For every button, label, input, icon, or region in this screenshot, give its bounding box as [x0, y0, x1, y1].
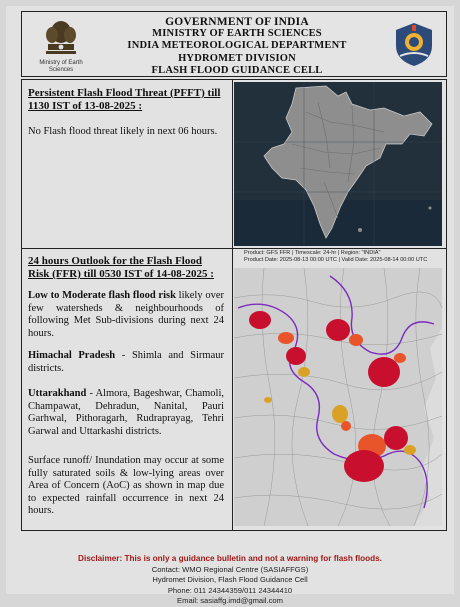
ffr-risk-map [234, 268, 442, 526]
bulletin-footer [6, 554, 454, 607]
column-divider [232, 80, 233, 530]
imd-logo-icon [392, 20, 436, 68]
email-text[interactable]: Email: sasiaffg.imd@gmail.com [177, 596, 283, 605]
ffr-map-caption-dates: Product Date: 2025-08-13 00:00 UTC | Valid Date: 2025-08-14 00:00 UTC [244, 257, 428, 263]
disclaimer-text: Disclaimer: This is only a guidance bulletin and not a warning for flash floods. [78, 554, 382, 563]
bulletin-page [6, 6, 454, 605]
header-line-division: HYDROMET DIVISION [178, 52, 296, 64]
himachal-districts: - Shimla and Sirmaur districts. [28, 350, 224, 374]
ffr-map-caption-product: Product: GFS FFR | Timescale: 24-hr | Region: "INDIA" [244, 250, 381, 256]
bulletin-header [21, 11, 447, 77]
surface-runoff-paragraph: Surface runoff/ Inundation may occur at some fully saturated soils & low-lying areas over Area of Concern (AoC) as shown in map due to expected rainfall occurrence in next 24 hours. [28, 455, 224, 517]
risk-description: likely over few watersheds & neighbourhoods of following Met Sub-divisions during next 24 hours. [28, 290, 224, 339]
pfft-title: Persistent Flash Flood Threat (PFFT) till 1130 IST of 13-08-2025 : [28, 87, 221, 112]
contact-text: Contact: WMO Regional Centre (SASIAFFGS) [151, 564, 309, 574]
outlook-title: 24 hours Outlook for the Flash Flood Risk (FFR) till 0530 IST of 14-08-2025 : [28, 255, 214, 280]
header-titles [92, 16, 382, 77]
pfft-india-map [234, 82, 442, 246]
bulletin-table [21, 79, 447, 531]
ffr-map-caption [244, 250, 444, 264]
header-line-government: GOVERNMENT OF INDIA [165, 16, 309, 28]
himachal-paragraph [28, 350, 224, 375]
lion-capital-icon [32, 16, 90, 60]
row-divider [22, 248, 446, 249]
division-text: Hydromet Division, Flash Flood Guidance Cell [152, 575, 308, 584]
outlook-risk-paragraph [28, 290, 224, 340]
emblem-caption: Ministry of Earth Sciences [39, 60, 83, 73]
ffr-risk-map-graphic [234, 268, 442, 526]
header-line-ministry: MINISTRY OF EARTH SCIENCES [152, 28, 322, 40]
header-line-imd: INDIA METEOROLOGICAL DEPARTMENT [127, 40, 347, 52]
himachal-pradesh-label: Himachal Pradesh [28, 350, 116, 361]
uttarakhand-paragraph [28, 388, 224, 438]
header-line-cell: FLASH FLOOD GUIDANCE CELL [151, 64, 323, 76]
india-map-graphic [234, 82, 442, 246]
phone-text: Phone: 011 24344359/011 24344410 [167, 585, 293, 595]
risk-level-label: Low to Moderate flash flood risk [28, 290, 176, 301]
uttarakhand-label: Uttarakhand [28, 388, 87, 399]
government-emblem [32, 16, 90, 72]
pfft-body: No Flash flood threat likely in next 06 hours. [28, 126, 218, 137]
uttarakhand-districts: - Almora, Bageshwar, Chamoli, Champawat, Dehradun, Nanital, Pauri Garhwal, Pithoragarh, Rudraprayag, Tehri Garwal and Uttarkashi districts. [28, 388, 224, 437]
